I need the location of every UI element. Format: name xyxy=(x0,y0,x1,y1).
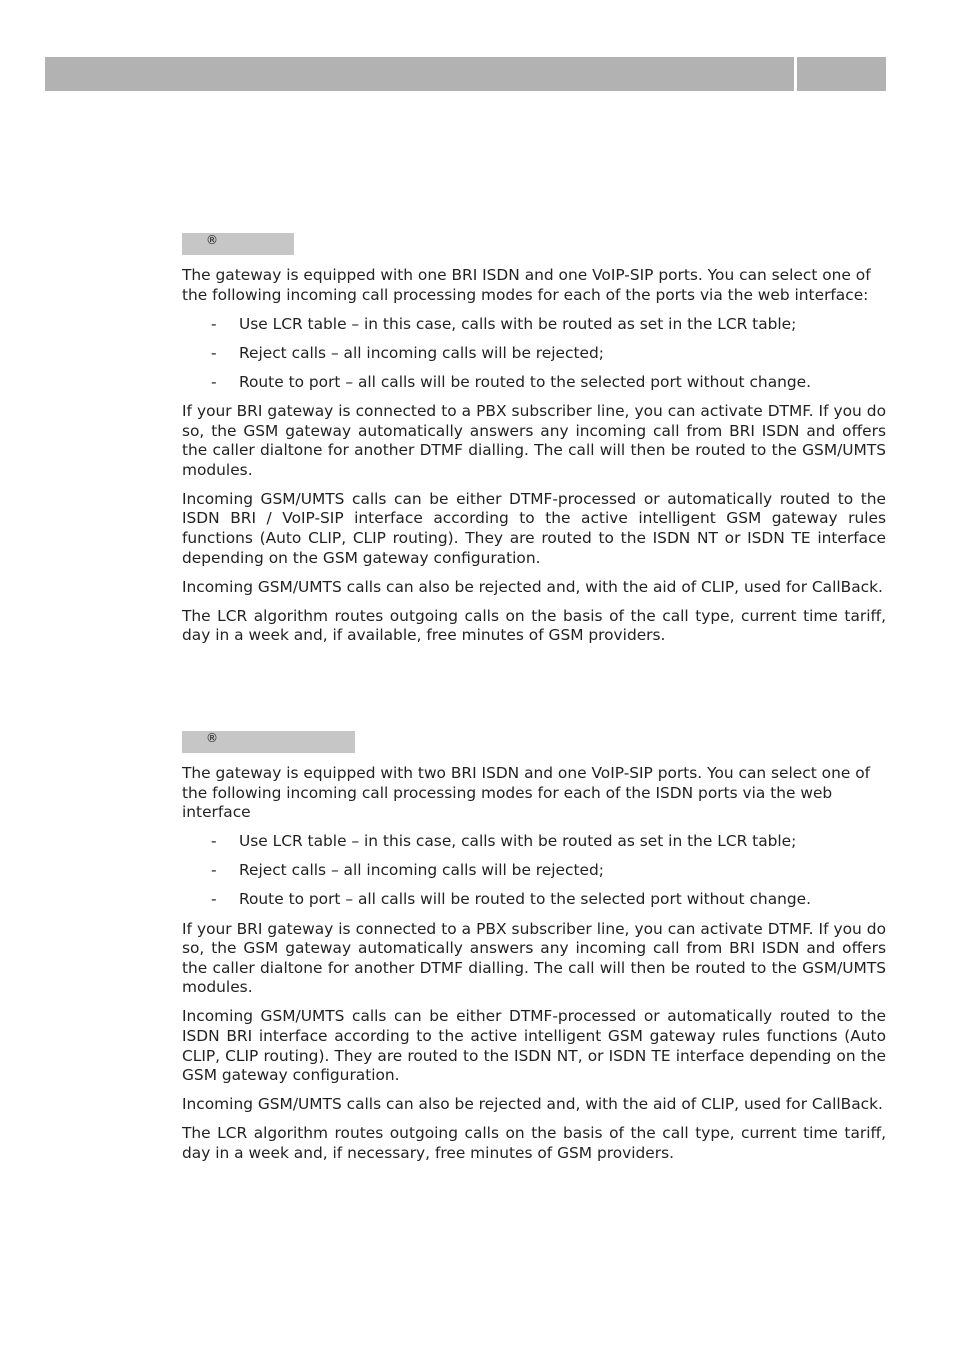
section-2-content xyxy=(182,764,886,1164)
list-item-text: Reject calls – all incoming calls will be rejected; xyxy=(239,343,604,362)
registered-mark: ® xyxy=(206,731,218,745)
list-item-text: Use LCR table – in this case, calls with be routed as set in the LCR table; xyxy=(239,832,797,851)
list-item-text: Route to port – all calls will be routed to the selected port without change. xyxy=(239,372,812,391)
section-1-bullet-list xyxy=(182,315,886,393)
list-item xyxy=(182,373,886,393)
bullet-dash: - xyxy=(211,890,217,909)
bullet-dash: - xyxy=(211,343,217,362)
registered-mark: ® xyxy=(206,233,218,247)
section-2-paragraph: If your BRI gateway is connected to a PBX subscriber line, you can activate DTMF. If you do so, the GSM gateway automatically answers any incoming call from BRI ISDN and offers the caller dialtone for another DTMF dialling. The call will then be routed to the GSM/UMTS modules. xyxy=(182,919,886,997)
section-1-content xyxy=(182,266,886,646)
section-1-paragraph: Incoming GSM/UMTS calls can also be rejected and, with the aid of CLIP, used for CallBack. xyxy=(182,577,883,596)
section-1-paragraph: The LCR algorithm routes outgoing calls on the basis of the call type, current time tariff, day in a week and, if available, free minutes of GSM providers. xyxy=(182,606,886,645)
list-item xyxy=(182,861,886,881)
section-2-bullet-list xyxy=(182,832,886,910)
section-2-heading-tab xyxy=(182,731,355,753)
list-item xyxy=(182,832,886,852)
section-1-intro: The gateway is equipped with one BRI ISDN and one VoIP-SIP ports. You can select one of the following incoming call processing modes for each of the ports via the web interface: xyxy=(182,266,871,304)
list-item xyxy=(182,890,886,910)
bullet-dash: - xyxy=(211,314,217,333)
section-2-paragraph: The LCR algorithm routes outgoing calls on the basis of the call type, current time tariff, day in a week and, if necessary, free minutes of GSM providers. xyxy=(182,1124,886,1162)
section-2-paragraph: Incoming GSM/UMTS calls can also be rejected and, with the aid of CLIP, used for CallBack. xyxy=(182,1095,883,1114)
section-1-paragraph: Incoming GSM/UMTS calls can be either DTMF-processed or automatically routed to the ISDN BRI / VoIP-SIP interface according to the active intelligent GSM gateway rules functions (Auto CLIP, CLIP routing). They are routed to the ISDN NT or ISDN TE interface depending on the GSM gateway configuration. xyxy=(182,489,886,567)
section-2-intro: The gateway is equipped with two BRI ISDN and one VoIP-SIP ports. You can select one of the following incoming call processing modes for each of the ISDN ports via the web interface xyxy=(182,764,871,822)
page-number-box xyxy=(797,57,886,91)
section-1-heading-tab xyxy=(182,233,294,255)
list-item-text: Use LCR table – in this case, calls with be routed as set in the LCR table; xyxy=(239,314,797,333)
section-2-paragraph: Incoming GSM/UMTS calls can be either DTMF-processed or automatically routed to the ISDN BRI interface according to the active intelligent GSM gateway rules functions (Auto CLIP, CLIP routing). They are routed to the ISDN NT, or ISDN TE interface depending on the GSM gateway configuration. xyxy=(182,1007,886,1085)
list-item xyxy=(182,344,886,364)
list-item xyxy=(182,315,886,335)
bullet-dash: - xyxy=(211,832,217,851)
header-bar xyxy=(45,57,794,91)
list-item-text: Route to port – all calls will be routed to the selected port without change. xyxy=(239,890,812,909)
list-item-text: Reject calls – all incoming calls will be rejected; xyxy=(239,861,604,880)
section-1-paragraph: If your BRI gateway is connected to a PBX subscriber line, you can activate DTMF. If you do so, the GSM gateway automatically answers any incoming call from BRI ISDN and offers the caller dialtone for another DTMF dialling. The call will then be routed to the GSM/UMTS modules. xyxy=(182,401,886,479)
bullet-dash: - xyxy=(211,861,217,880)
bullet-dash: - xyxy=(211,372,217,391)
